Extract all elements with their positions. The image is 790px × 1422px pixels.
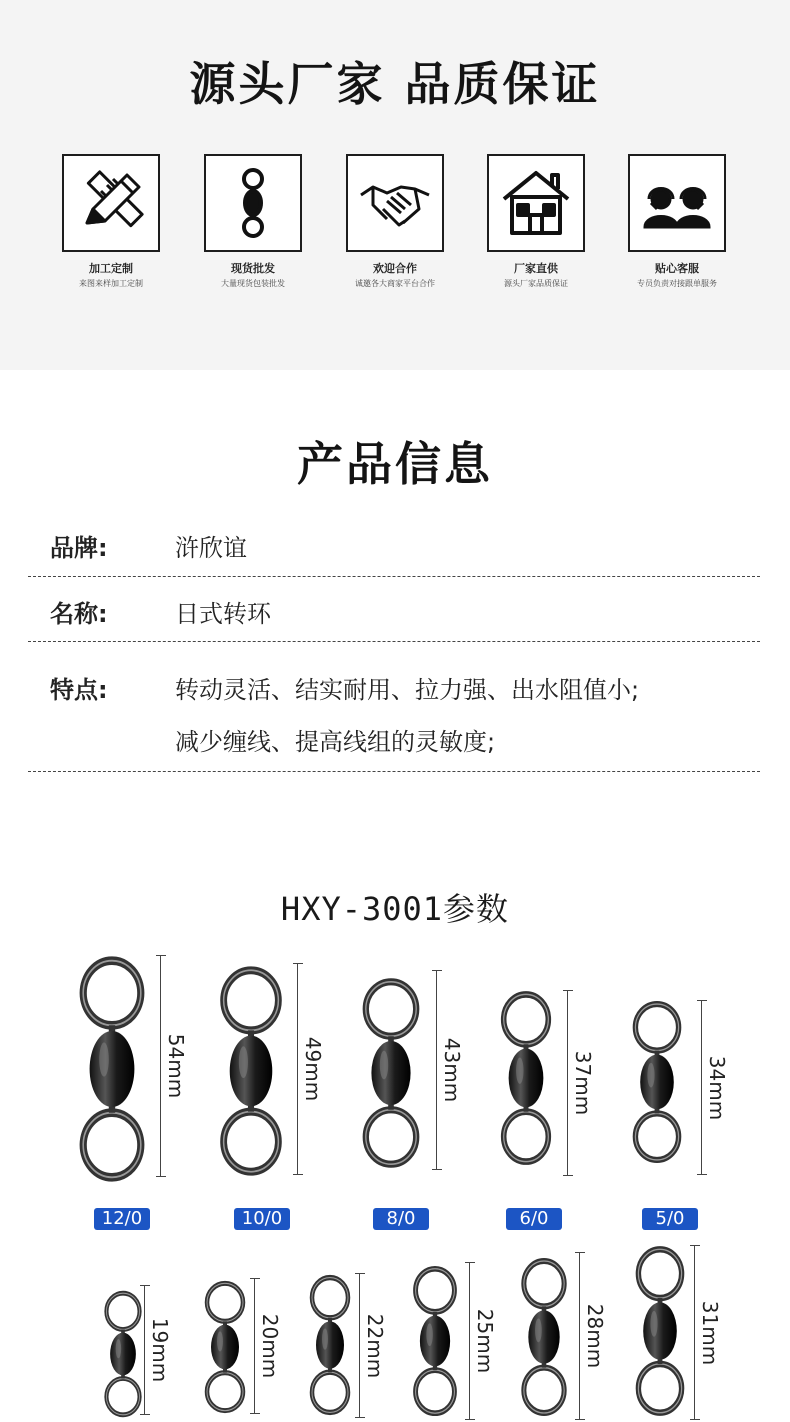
- size-badge: 5/0: [642, 1208, 698, 1230]
- swivel-6-0: [495, 990, 557, 1170]
- feature-label: 欢迎合作: [373, 262, 417, 275]
- feature-customer-service: [617, 154, 737, 289]
- name-label: 名称:: [50, 600, 108, 628]
- swivel-25mm: [408, 1265, 462, 1421]
- header-band: [0, 0, 790, 370]
- feature-label: 现货批发: [231, 262, 275, 275]
- divider: [28, 576, 760, 577]
- feature-label: 特点:: [50, 676, 108, 704]
- divider: [28, 771, 760, 772]
- pencil-ruler-icon: [62, 154, 160, 252]
- headset-agents-icon: [628, 154, 726, 252]
- dimension-label: 43mm: [440, 1037, 464, 1103]
- swivel-5-0: [627, 1000, 687, 1168]
- swivel-20mm: [200, 1280, 250, 1418]
- swivel-icon: [204, 154, 302, 252]
- feature-factory-direct: [476, 154, 596, 289]
- name-value: 日式转环: [175, 600, 271, 628]
- feature-label: 厂家直供: [514, 262, 558, 275]
- feature-line-2: 减少缠线、提高线组的灵敏度;: [175, 728, 496, 756]
- feature-custom-processing: [51, 154, 171, 289]
- dimension-label: 20mm: [258, 1313, 282, 1379]
- size-badge: 6/0: [506, 1208, 562, 1230]
- size-badge: 10/0: [234, 1208, 290, 1230]
- size-badge: 8/0: [373, 1208, 429, 1230]
- swivel-10-0: [213, 965, 289, 1181]
- swivel-22mm: [305, 1274, 355, 1420]
- feature-sub: 大量现货包装批发: [221, 279, 285, 288]
- feature-label: 加工定制: [89, 262, 133, 275]
- dimension-label: 31mm: [698, 1300, 722, 1365]
- params-title: [0, 884, 790, 930]
- brand-label: 品牌:: [50, 534, 108, 562]
- dimension-label: 37mm: [571, 1050, 595, 1116]
- feature-cooperation: [335, 154, 455, 289]
- swivel-12-0: [72, 955, 152, 1187]
- feature-sub: 源头厂家品质保证: [504, 279, 568, 288]
- feature-sub: 专员负责对接跟单服务: [637, 279, 717, 288]
- feature-sub: 诚邀各大商家平台合作: [355, 279, 435, 288]
- dimension-label: 49mm: [301, 1036, 325, 1102]
- dimension-label: 25mm: [473, 1308, 497, 1374]
- feature-line-1: 转动灵活、结实耐用、拉力强、出水阻值小;: [175, 676, 640, 704]
- header-title: 源头厂家 品质保证: [189, 57, 601, 111]
- dimension-label: 54mm: [164, 1033, 188, 1099]
- size-badge: 12/0: [94, 1208, 150, 1230]
- divider: [28, 641, 760, 642]
- dimension-label: 22mm: [363, 1313, 387, 1378]
- handshake-icon: [346, 154, 444, 252]
- swivel-28mm: [516, 1257, 572, 1421]
- dimension-label: 28mm: [583, 1303, 607, 1369]
- feature-sub: 来图来样加工定制: [79, 279, 143, 288]
- product-info-title: 产品信息: [297, 437, 493, 491]
- swivel-31mm: [630, 1245, 690, 1421]
- brand-value: 浒欣谊: [175, 534, 247, 562]
- feature-label: 贴心客服: [655, 262, 699, 275]
- dimension-label: 34mm: [705, 1055, 729, 1120]
- factory-house-icon: [487, 154, 585, 252]
- model-number: HXY-3001: [280, 890, 444, 928]
- feature-wholesale: [193, 154, 313, 289]
- swivel-8-0: [356, 977, 426, 1173]
- dimension-label: 19mm: [148, 1317, 172, 1383]
- params-title-suffix: 参数: [443, 890, 510, 928]
